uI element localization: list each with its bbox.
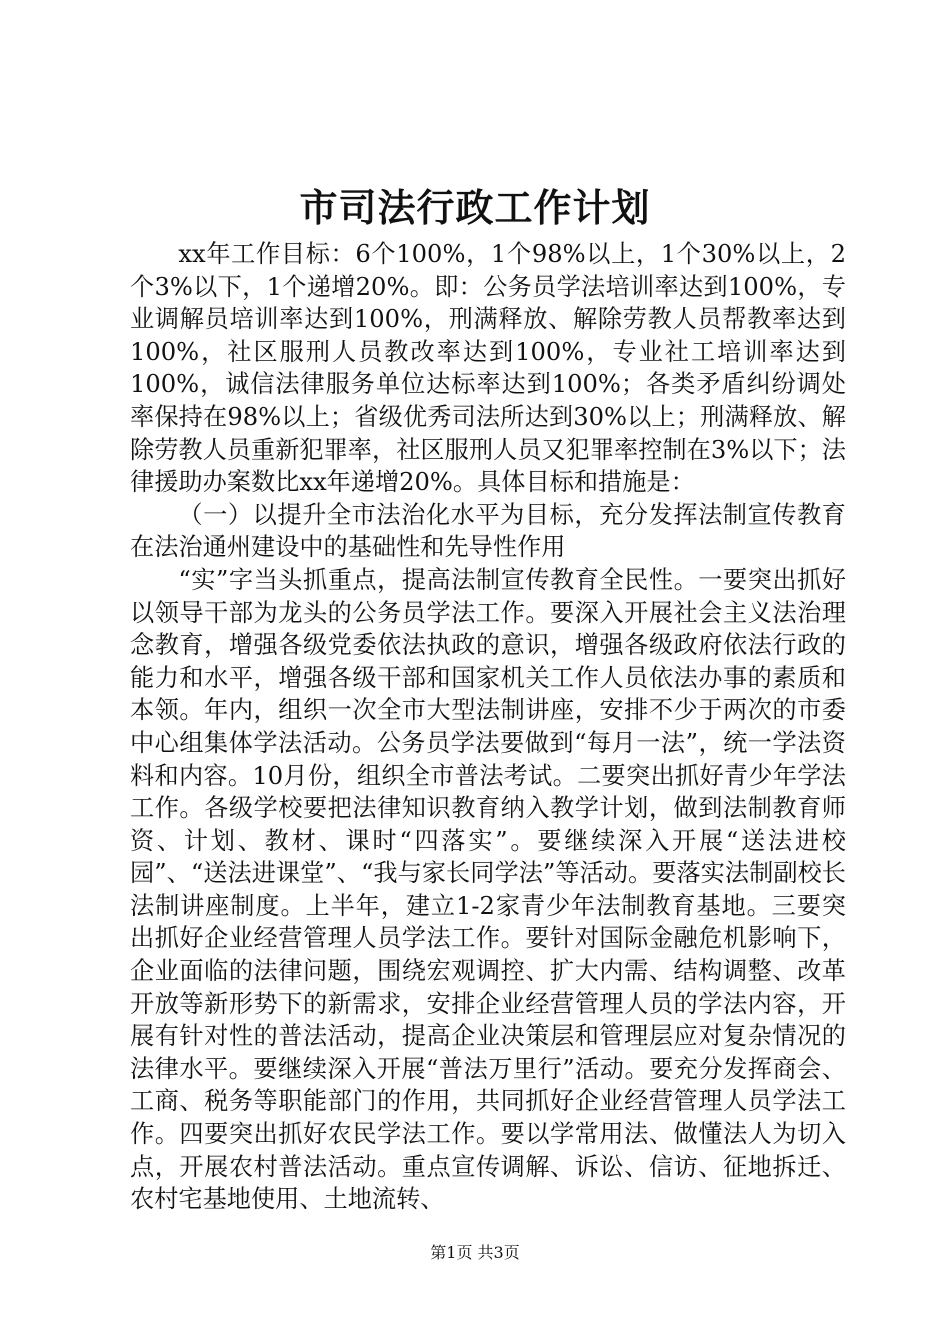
- document-body: [130, 238, 846, 1216]
- document-title: 市司法行政工作计划: [299, 185, 651, 230]
- paragraph-section-heading: （一）以提升全市法治化水平为目标，充分发挥法制宣传教育在法治通州建设中的基础性和先导性作用: [130, 500, 846, 562]
- page-number: 第1页 共3页: [430, 1243, 520, 1262]
- paragraph-measures: “实”字当头抓重点，提高法制宣传教育全民性。一要突出抓好以领导干部为龙头的公务员学法工作。要深入开展社会主义法治理念教育，增强各级党委依法执政的意识，增强各级政府依法行政的能力和水平，增强各级干部和国家机关工作人员依法办事的素质和本领。年内，组织一次全市大型法制讲座，安排不少于两次的市委中心组集体学法活动。公务员学法要做到“每月一法”，统一学法资料和内容。10月份，组织全市普法考试。二要突出抓好青少年学法工作。各级学校要把法律知识教育纳入教学计划，做到法制教育师资、计划、教材、课时“四落实”。要继续深入开展“送法进校园”、“送法进课堂”、“我与家长同学法”等活动。要落实法制副校长法制讲座制度。上半年，建立1-2家青少年法制教育基地。三要突出抓好企业经营管理人员学法工作。要针对国际金融危机影响下，企业面临的法律问题，围绕宏观调控、扩大内需、结构调整、改革开放等新形势下的新需求，安排企业经营管理人员的学法内容，开展有针对性的普法活动，提高企业决策层和管理层应对复杂情况的法律水平。要继续深入开展“普法万里行”活动。要充分发挥商会、工商、税务等职能部门的作用，共同抓好企业经营管理人员学法工作。四要突出抓好农民学法工作。要以学常用法、做懂法人为切入点，开展农村普法活动。重点宣传调解、诉讼、信访、征地拆迁、农村宅基地使用、土地流转、: [130, 565, 846, 1214]
- paragraph-goals: xx年工作目标：6个100%，1个98%以上，1个30%以上，2个3%以下，1个递增20%。即：公务员学法培训率达到100%，专业调解员培训率达到100%，刑满释放、解除劳教人员帮教率达到100%，社区服刑人员教改率达到100%，专业社工培训率达到100%，诚信法律服务单位达标率达到100%；各类矛盾纠纷调处率保持在98%以上；省级优秀司法所达到30%以上；刑满释放、解除劳教人员重新犯罪率，社区服刑人员又犯罪率控制在3%以下；法律援助办案数比xx年递增20%。具体目标和措施是：: [130, 240, 846, 497]
